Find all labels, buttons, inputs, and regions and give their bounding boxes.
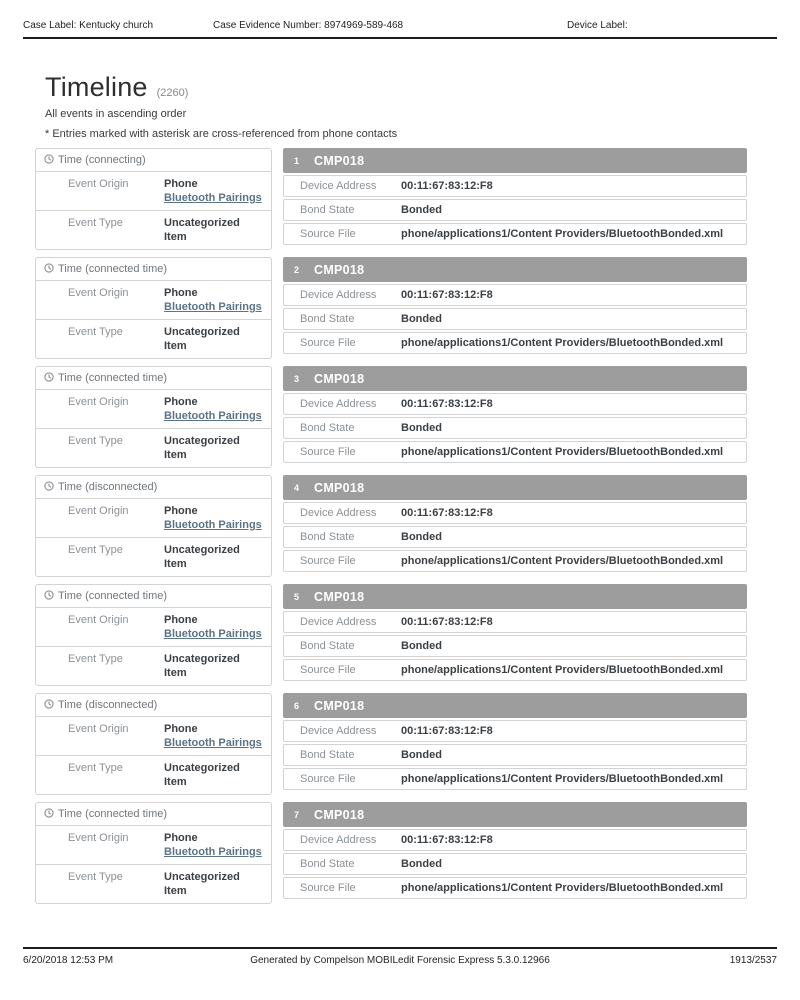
event-number: 1	[294, 155, 300, 166]
generator-credit: Generated by Compelson MOBILedit Forensic Express 5.3.0.12966	[250, 955, 550, 966]
event-time-row	[36, 476, 271, 499]
event-type-value: Uncategorized Item	[164, 435, 240, 461]
detail-row	[283, 308, 747, 330]
event-origin-label: Event Origin	[68, 723, 129, 735]
detail-row-label: Source File	[300, 773, 356, 785]
event-time-label: Time (connected time)	[58, 590, 168, 602]
detail-row-value: Bonded	[401, 313, 442, 325]
event-origin-source: Phone	[164, 505, 198, 517]
event-origin-value	[164, 504, 263, 532]
event-time-row	[36, 149, 271, 172]
event-number: 5	[294, 591, 300, 602]
event-time-label: Time (connected time)	[58, 372, 168, 384]
detail-row-value: Bonded	[401, 749, 442, 761]
event-meta-panel	[35, 148, 272, 250]
event-type-value: Uncategorized Item	[164, 762, 240, 788]
event-time-row	[36, 367, 271, 390]
detail-row-value: phone/applications1/Content Providers/BluetoothBonded.xml	[401, 664, 724, 676]
timeline-event	[35, 584, 747, 686]
event-detail-card	[283, 475, 747, 572]
detail-row-label: Bond State	[300, 749, 355, 761]
bluetooth-pairings-link[interactable]: Bluetooth Pairings	[164, 410, 262, 422]
detail-row-value: Bonded	[401, 531, 442, 543]
clock-icon	[44, 154, 54, 164]
report-page-header	[23, 20, 777, 39]
event-card-header	[283, 257, 747, 282]
detail-row	[283, 175, 747, 197]
event-type-label: Event Type	[68, 653, 123, 665]
event-origin-value	[164, 831, 263, 859]
event-meta-panel	[35, 257, 272, 359]
event-origin-row	[36, 390, 271, 429]
timeline-event	[35, 366, 747, 468]
event-meta-panel	[35, 584, 272, 686]
event-type-row	[36, 865, 271, 903]
event-device-name: CMP018	[314, 480, 365, 495]
detail-row-value: Bonded	[401, 204, 442, 216]
event-origin-source: Phone	[164, 178, 198, 190]
timeline-event	[35, 693, 747, 795]
detail-row-value: phone/applications1/Content Providers/BluetoothBonded.xml	[401, 773, 724, 785]
detail-row-label: Bond State	[300, 204, 355, 216]
event-origin-row	[36, 717, 271, 756]
event-meta-panel	[35, 366, 272, 468]
event-count: (2260)	[156, 87, 189, 99]
event-time-label: Time (disconnected)	[58, 481, 158, 493]
event-device-name: CMP018	[314, 807, 365, 822]
event-type-value: Uncategorized Item	[164, 871, 240, 897]
clock-icon	[44, 263, 54, 273]
event-detail-card	[283, 802, 747, 899]
event-origin-value	[164, 395, 263, 423]
event-origin-row	[36, 826, 271, 865]
detail-row-value: phone/applications1/Content Providers/BluetoothBonded.xml	[401, 555, 724, 567]
event-type-label: Event Type	[68, 544, 123, 556]
timeline-event	[35, 802, 747, 904]
detail-row-label: Source File	[300, 882, 356, 894]
clock-icon	[44, 372, 54, 382]
event-device-name: CMP018	[314, 262, 365, 277]
detail-row	[283, 744, 747, 766]
event-type-row	[36, 320, 271, 358]
event-detail-card	[283, 148, 747, 245]
detail-row	[283, 393, 747, 415]
event-origin-label: Event Origin	[68, 832, 129, 844]
detail-row-label: Bond State	[300, 313, 355, 325]
event-type-value: Uncategorized Item	[164, 653, 240, 679]
bluetooth-pairings-link[interactable]: Bluetooth Pairings	[164, 519, 262, 531]
bluetooth-pairings-link[interactable]: Bluetooth Pairings	[164, 846, 262, 858]
asterisk-note: * Entries marked with asterisk are cross-referenced from phone contacts	[45, 128, 398, 140]
timeline-event	[35, 148, 747, 250]
detail-row-label: Source File	[300, 664, 356, 676]
event-origin-source: Phone	[164, 723, 198, 735]
timeline-event	[35, 257, 747, 359]
event-card-header	[283, 802, 747, 827]
detail-row-value: phone/applications1/Content Providers/BluetoothBonded.xml	[401, 337, 724, 349]
event-meta-panel	[35, 802, 272, 904]
detail-row	[283, 768, 747, 790]
detail-row	[283, 502, 747, 524]
device-label: Device Label:	[567, 20, 628, 31]
detail-row-value: Bonded	[401, 640, 442, 652]
detail-row-label: Source File	[300, 555, 356, 567]
event-origin-label: Event Origin	[68, 505, 129, 517]
event-type-row	[36, 756, 271, 794]
detail-row-label: Source File	[300, 446, 356, 458]
detail-row	[283, 611, 747, 633]
event-origin-label: Event Origin	[68, 178, 129, 190]
event-meta-panel	[35, 693, 272, 795]
event-number: 4	[294, 482, 300, 493]
event-origin-value	[164, 177, 263, 205]
detail-row	[283, 526, 747, 548]
clock-icon	[44, 481, 54, 491]
event-type-row	[36, 647, 271, 685]
detail-row-label: Bond State	[300, 422, 355, 434]
timeline-event	[35, 475, 747, 577]
event-origin-row	[36, 281, 271, 320]
event-meta-panel	[35, 475, 272, 577]
detail-row	[283, 659, 747, 681]
detail-row-label: Bond State	[300, 531, 355, 543]
event-origin-label: Event Origin	[68, 614, 129, 626]
bluetooth-pairings-link[interactable]: Bluetooth Pairings	[164, 301, 262, 313]
subtitle: All events in ascending order	[45, 108, 187, 120]
bluetooth-pairings-link[interactable]: Bluetooth Pairings	[164, 628, 262, 640]
detail-row-label: Device Address	[300, 398, 377, 410]
event-detail-card	[283, 366, 747, 463]
detail-row-value: 00:11:67:83:12:F8	[401, 725, 493, 737]
event-origin-value	[164, 613, 263, 641]
event-type-label: Event Type	[68, 217, 123, 229]
event-card-header	[283, 584, 747, 609]
detail-row-value: phone/applications1/Content Providers/BluetoothBonded.xml	[401, 446, 724, 458]
detail-row-value: 00:11:67:83:12:F8	[401, 289, 493, 301]
event-device-name: CMP018	[314, 371, 365, 386]
detail-row-value: 00:11:67:83:12:F8	[401, 398, 493, 410]
event-time-row	[36, 803, 271, 826]
timeline-events-list	[35, 148, 747, 911]
detail-row	[283, 720, 747, 742]
clock-icon	[44, 808, 54, 818]
case-label: Case Label: Kentucky church	[23, 20, 154, 31]
event-number: 2	[294, 264, 300, 275]
page-title: Timeline	[45, 72, 148, 102]
event-type-row	[36, 211, 271, 249]
detail-row	[283, 441, 747, 463]
event-origin-source: Phone	[164, 287, 198, 299]
event-time-row	[36, 258, 271, 281]
detail-row	[283, 550, 747, 572]
detail-row-value: Bonded	[401, 422, 442, 434]
title-row	[45, 72, 188, 103]
event-detail-card	[283, 693, 747, 790]
detail-row	[283, 332, 747, 354]
detail-row	[283, 635, 747, 657]
detail-row	[283, 877, 747, 899]
event-type-value: Uncategorized Item	[164, 217, 240, 243]
page-number: 1913/2537	[729, 955, 777, 966]
event-type-label: Event Type	[68, 435, 123, 447]
detail-row-label: Bond State	[300, 640, 355, 652]
event-detail-card	[283, 584, 747, 681]
detail-row	[283, 199, 747, 221]
detail-row-value: Bonded	[401, 858, 442, 870]
detail-row	[283, 284, 747, 306]
case-evidence-number: Case Evidence Number: 8974969-589-468	[213, 20, 404, 31]
event-origin-source: Phone	[164, 832, 198, 844]
event-card-header	[283, 148, 747, 173]
detail-row	[283, 853, 747, 875]
event-time-label: Time (connected time)	[58, 263, 168, 275]
detail-row-value: phone/applications1/Content Providers/BluetoothBonded.xml	[401, 228, 724, 240]
detail-row	[283, 223, 747, 245]
event-origin-row	[36, 499, 271, 538]
detail-row-label: Bond State	[300, 858, 355, 870]
detail-row-label: Device Address	[300, 834, 377, 846]
clock-icon	[44, 590, 54, 600]
event-origin-value	[164, 286, 263, 314]
event-time-label: Time (connected time)	[58, 808, 168, 820]
event-card-header	[283, 366, 747, 391]
event-type-label: Event Type	[68, 871, 123, 883]
event-type-label: Event Type	[68, 326, 123, 338]
event-origin-value	[164, 722, 263, 750]
detail-row-value: 00:11:67:83:12:F8	[401, 616, 493, 628]
event-time-row	[36, 585, 271, 608]
event-number: 6	[294, 700, 300, 711]
event-time-label: Time (connecting)	[58, 154, 146, 166]
event-origin-row	[36, 608, 271, 647]
detail-row-value: 00:11:67:83:12:F8	[401, 180, 493, 192]
detail-row-value: 00:11:67:83:12:F8	[401, 507, 493, 519]
detail-row	[283, 829, 747, 851]
detail-row-label: Device Address	[300, 180, 377, 192]
generation-timestamp: 6/20/2018 12:53 PM	[23, 955, 114, 966]
detail-row-value: 00:11:67:83:12:F8	[401, 834, 493, 846]
detail-row-value: phone/applications1/Content Providers/BluetoothBonded.xml	[401, 882, 724, 894]
event-device-name: CMP018	[314, 698, 365, 713]
event-origin-row	[36, 172, 271, 211]
event-type-row	[36, 429, 271, 467]
bluetooth-pairings-link[interactable]: Bluetooth Pairings	[164, 737, 262, 749]
event-time-label: Time (disconnected)	[58, 699, 158, 711]
event-origin-label: Event Origin	[68, 287, 129, 299]
report-page-footer	[23, 947, 777, 969]
clock-icon	[44, 699, 54, 709]
event-type-row	[36, 538, 271, 576]
detail-row-label: Device Address	[300, 289, 377, 301]
event-card-header	[283, 693, 747, 718]
event-detail-card	[283, 257, 747, 354]
detail-row	[283, 417, 747, 439]
detail-row-label: Source File	[300, 337, 356, 349]
detail-row-label: Device Address	[300, 507, 377, 519]
event-type-value: Uncategorized Item	[164, 544, 240, 570]
detail-row-label: Device Address	[300, 725, 377, 737]
event-device-name: CMP018	[314, 153, 365, 168]
event-type-value: Uncategorized Item	[164, 326, 240, 352]
event-number: 3	[294, 373, 300, 384]
event-time-row	[36, 694, 271, 717]
event-origin-source: Phone	[164, 614, 198, 626]
event-card-header	[283, 475, 747, 500]
bluetooth-pairings-link[interactable]: Bluetooth Pairings	[164, 192, 262, 204]
event-origin-source: Phone	[164, 396, 198, 408]
event-number: 7	[294, 809, 300, 820]
detail-row-label: Source File	[300, 228, 356, 240]
event-type-label: Event Type	[68, 762, 123, 774]
detail-row-label: Device Address	[300, 616, 377, 628]
event-origin-label: Event Origin	[68, 396, 129, 408]
event-device-name: CMP018	[314, 589, 365, 604]
